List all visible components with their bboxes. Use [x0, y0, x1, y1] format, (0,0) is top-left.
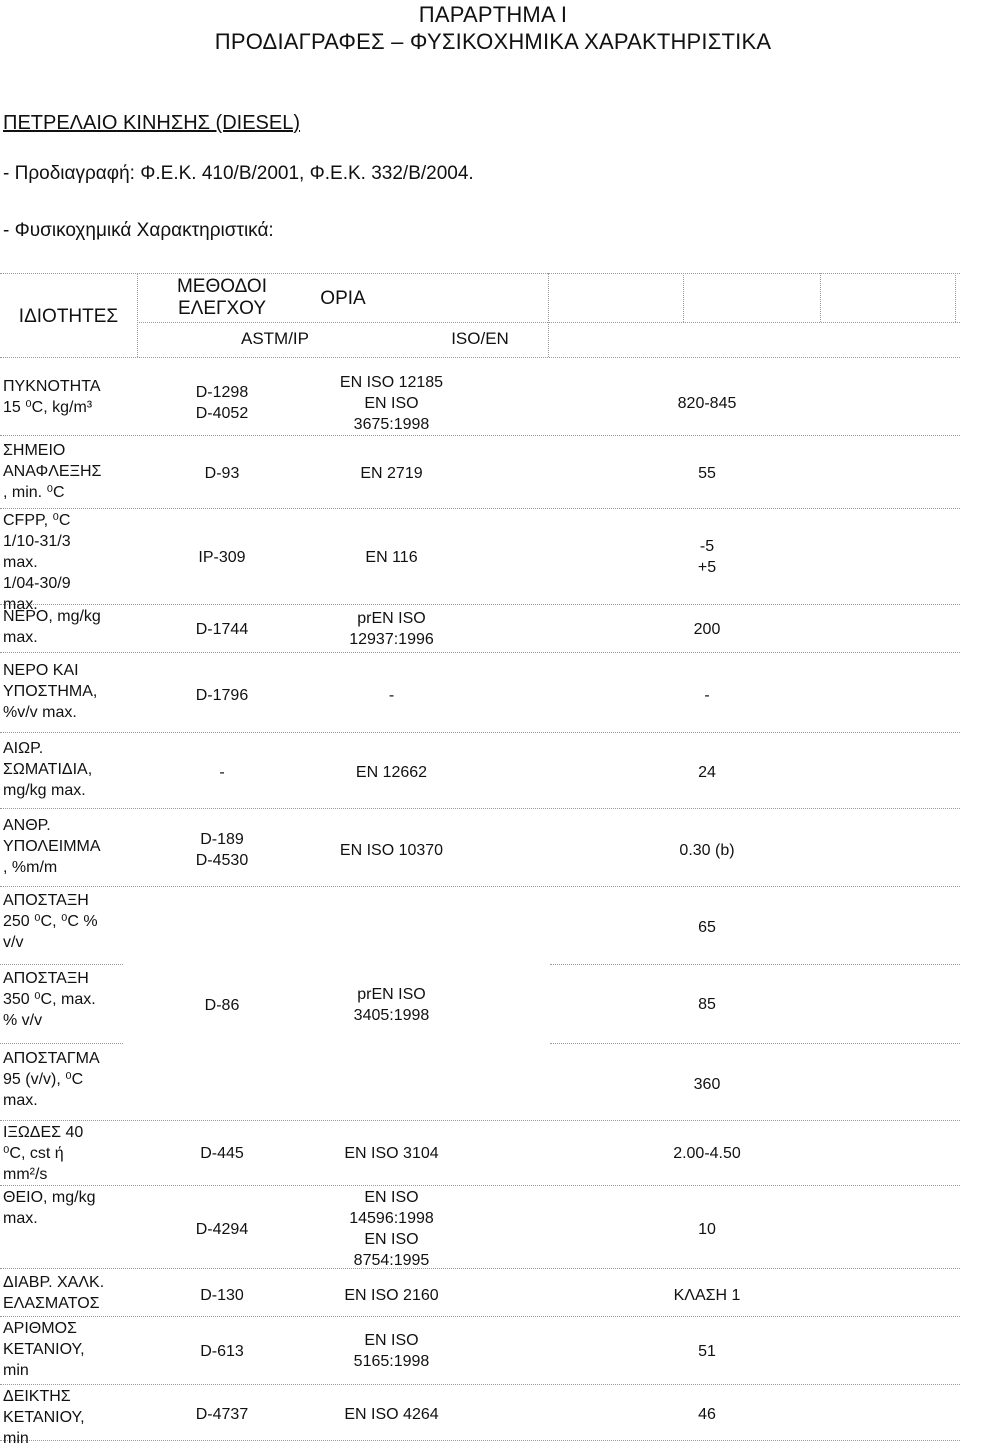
property-cell-line: 95 (v/v), ⁰C	[3, 1071, 84, 1088]
limit-cell-line: 10	[698, 1221, 716, 1238]
iso-method-cell	[314, 840, 469, 861]
iso-method-cell-line: EN ISO 4264	[344, 1406, 439, 1423]
limit-cell	[616, 840, 798, 861]
characteristics-line: - Φυσικοχημικά Χαρακτηριστικά:	[3, 220, 274, 241]
header-properties: ΙΔΙΟΤΗΤΕΣ	[18, 306, 119, 327]
property-cell-line: ΑΝΘΡ.	[3, 817, 51, 834]
table-rule	[0, 1185, 960, 1186]
iso-method-cell-line: 12937:1996	[349, 631, 434, 648]
property-cell-line: v/v	[3, 934, 24, 951]
astm-method-cell	[137, 829, 307, 871]
limit-cell	[616, 463, 798, 484]
iso-method-cell	[314, 1404, 469, 1425]
property-cell	[3, 1272, 123, 1314]
limit-cell-line: +5	[697, 559, 717, 576]
iso-method-cell-line: -	[388, 687, 395, 704]
property-cell-line: ΙΞΩΔΕΣ 40	[3, 1124, 84, 1141]
header-iso: ISO/EN	[451, 329, 509, 348]
table-rule	[0, 886, 960, 887]
property-cell-line: ΑΡΙΘΜΟΣ	[3, 1320, 77, 1337]
iso-method-cell-line: EN ISO	[364, 1332, 419, 1349]
limit-cell-line: 0.30 (b)	[679, 842, 735, 859]
limit-cell-line: 360	[693, 1076, 721, 1093]
astm-method-cell	[137, 762, 307, 783]
table-rule	[820, 273, 821, 322]
astm-method-cell-line: D-130	[200, 1287, 244, 1304]
limit-cell-line: 46	[698, 1406, 716, 1423]
property-cell-line: mg/kg max.	[3, 782, 86, 799]
property-cell-line: 1/10-31/3	[3, 533, 71, 550]
limit-cell-line: 820-845	[677, 395, 737, 412]
table-rule	[0, 273, 960, 274]
property-cell-line: , min. ⁰C	[3, 484, 65, 501]
property-cell-line: ΘΕΙΟ, mg/kg	[3, 1189, 96, 1206]
property-cell	[3, 738, 123, 801]
property-cell	[3, 968, 123, 1031]
iso-method-cell-line: EN 116	[365, 549, 418, 566]
table-rule	[0, 1440, 960, 1441]
property-cell-line: , %m/m	[3, 859, 58, 876]
property-cell-line: ΠΥΚΝΟΤΗΤΑ	[3, 378, 101, 395]
section-title: ΠΕΤΡΕΛΑΙΟ ΚΙΝΗΣΗΣ (DIESEL)	[3, 112, 301, 134]
limit-cell	[616, 917, 798, 938]
table-rule	[0, 508, 960, 509]
table-rule	[0, 435, 960, 436]
limit-cell	[616, 1219, 798, 1240]
property-cell-line: ΔΙΑΒΡ. ΧΑΛΚ.	[3, 1274, 105, 1291]
table-rule	[0, 964, 123, 965]
limit-cell	[616, 685, 798, 706]
table-rule	[683, 273, 684, 322]
property-cell-line: max.	[3, 596, 38, 613]
property-cell-line: ΣΗΜΕΙΟ	[3, 442, 66, 459]
property-cell-line: ΥΠΟΛΕΙΜΜΑ	[3, 838, 101, 855]
property-cell-line: %v/v max.	[3, 704, 77, 721]
iso-method-cell-line: 14596:1998	[349, 1210, 434, 1227]
annex-title: ΠΑΡΑΡΤΗΜΑ Ι	[418, 2, 568, 27]
table-rule	[0, 604, 960, 605]
limit-cell-line: ΚΛΑΣΗ 1	[673, 1287, 741, 1304]
astm-method-cell-line: D-1796	[195, 687, 249, 704]
property-cell	[3, 660, 123, 723]
property-cell-line: ΑΠΟΣΤΑΞΗ	[3, 970, 89, 987]
property-cell-line: ΑΙΩΡ.	[3, 740, 44, 757]
table-rule	[0, 1043, 123, 1044]
table-rule	[0, 1268, 960, 1269]
astm-method-cell	[137, 463, 307, 484]
header-astm: ASTM/IP	[240, 329, 309, 348]
specification-line: - Προδιαγραφή: Φ.Ε.Κ. 410/Β/2001, Φ.Ε.Κ. 332/Β/2004.	[3, 163, 474, 184]
property-cell-line: CFPP, ⁰C	[3, 512, 71, 529]
limit-cell	[616, 536, 798, 578]
property-cell-line: ΥΠΟΣΤΗΜΑ,	[3, 683, 98, 700]
iso-method-cell-line: 3675:1998	[353, 416, 430, 433]
iso-method-cell	[314, 984, 469, 1026]
limit-cell	[616, 1143, 798, 1164]
limit-cell-line: 200	[693, 621, 721, 638]
iso-method-cell-line: prEN ISO	[357, 610, 426, 627]
iso-method-cell	[314, 1187, 469, 1271]
astm-method-cell	[137, 1285, 307, 1306]
property-cell-line: ΚΕΤΑΝΙΟΥ,	[3, 1409, 85, 1426]
iso-method-cell-line: EN ISO	[364, 395, 419, 412]
limit-cell-line: 55	[698, 465, 716, 482]
iso-method-cell	[314, 762, 469, 783]
header-limits: ΟΡΙΑ	[320, 288, 366, 309]
limit-cell	[616, 1341, 798, 1362]
property-cell	[3, 815, 123, 878]
property-cell-line: ΝΕΡΟ, mg/kg	[3, 608, 101, 625]
property-cell-line: ΣΩΜΑΤΙΔΙΑ,	[3, 761, 93, 778]
astm-method-cell	[137, 547, 307, 568]
property-cell-line: max.	[3, 629, 38, 646]
property-cell	[3, 440, 123, 503]
property-cell	[3, 1386, 123, 1447]
property-cell-line: ΝΕΡΟ ΚΑΙ	[3, 662, 79, 679]
iso-method-cell-line: 3405:1998	[353, 1007, 430, 1024]
limit-cell	[616, 1285, 798, 1306]
table-rule	[955, 273, 956, 322]
property-cell	[3, 376, 123, 418]
astm-method-cell	[137, 685, 307, 706]
astm-method-cell-line: D-445	[200, 1145, 244, 1162]
astm-method-cell-line: D-93	[204, 465, 240, 482]
property-cell	[3, 1048, 123, 1111]
astm-method-cell-line: IP-309	[198, 549, 246, 566]
property-cell-line: max.	[3, 554, 38, 571]
document-title: ΠΡΟΔΙΑΓΡΑΦΕΣ – ΦΥΣΙΚΟΧΗΜΙΚΑ ΧΑΡΑΚΤΗΡΙΣΤΙΚΑ	[214, 29, 772, 54]
table-rule	[0, 652, 960, 653]
property-cell-line: ΚΕΤΑΝΙΟΥ,	[3, 1341, 85, 1358]
table-rule	[0, 357, 960, 358]
iso-method-cell	[314, 1143, 469, 1164]
property-cell	[3, 1187, 123, 1229]
limit-cell-line: 2.00-4.50	[673, 1145, 741, 1162]
property-cell	[3, 890, 123, 953]
limit-cell	[616, 994, 798, 1015]
iso-method-cell-line: 8754:1995	[353, 1252, 430, 1269]
property-cell-line: ΑΝΑΦΛΕΞΗΣ	[3, 463, 102, 480]
iso-method-cell-line: EN 2719	[360, 465, 423, 482]
iso-method-cell-line: EN 12662	[355, 764, 428, 781]
header-methods	[137, 276, 307, 320]
iso-method-cell	[314, 685, 469, 706]
iso-method-cell-line: EN ISO 10370	[339, 842, 444, 859]
astm-method-cell	[137, 1404, 307, 1425]
iso-method-cell-line: EN ISO	[364, 1231, 419, 1248]
limit-cell-line: -	[704, 687, 710, 704]
property-cell	[3, 1122, 123, 1185]
iso-method-cell-line: 5165:1998	[353, 1353, 430, 1370]
property-cell-line: mm²/s	[3, 1166, 48, 1183]
property-cell-line: ⁰C, cst ή	[3, 1145, 64, 1162]
table-rule	[0, 808, 960, 809]
astm-method-cell-line: D-613	[200, 1343, 244, 1360]
property-cell-line: ΑΠΟΣΤΑΓΜΑ	[3, 1050, 100, 1067]
astm-method-cell	[137, 382, 307, 424]
limit-cell	[616, 393, 798, 414]
limit-cell	[616, 1404, 798, 1425]
property-cell	[3, 1318, 123, 1381]
astm-method-cell	[137, 1219, 307, 1240]
property-cell-line: % v/v	[3, 1012, 43, 1029]
property-cell-line: 350 ⁰C, max.	[3, 991, 96, 1008]
iso-method-cell-line: EN ISO 2160	[344, 1287, 439, 1304]
table-rule	[550, 1043, 960, 1044]
header-methods-line: ΜΕΘΟΔΟΙ	[176, 276, 267, 297]
table-rule	[0, 1316, 960, 1317]
table-rule	[0, 1120, 960, 1121]
iso-method-cell-line: EN ISO 12185	[339, 374, 444, 391]
iso-method-cell	[314, 463, 469, 484]
property-cell-line: ΕΛΑΣΜΑΤΟΣ	[3, 1295, 100, 1312]
property-cell-line: max.	[3, 1210, 38, 1227]
astm-method-cell-line: D-86	[204, 997, 240, 1014]
astm-method-cell-line: D-4294	[195, 1221, 249, 1238]
astm-method-cell-line: D-4052	[195, 405, 249, 422]
astm-method-cell	[137, 1341, 307, 1362]
astm-method-cell-line: D-4737	[195, 1406, 249, 1423]
astm-method-cell	[137, 1143, 307, 1164]
astm-method-cell-line: D-4530	[195, 852, 249, 869]
property-cell-line: max.	[3, 1092, 38, 1109]
iso-method-cell	[314, 372, 469, 435]
property-cell	[3, 510, 123, 613]
property-cell-line: 250 ⁰C, ⁰C %	[3, 913, 98, 930]
iso-method-cell-line: prEN ISO	[357, 986, 426, 1003]
limit-cell-line: 51	[698, 1343, 716, 1360]
astm-method-cell-line: D-189	[200, 831, 244, 848]
astm-method-cell-line: D-1744	[195, 621, 249, 638]
property-cell	[3, 606, 123, 648]
property-cell-line: 15 ⁰C, kg/m³	[3, 399, 93, 416]
property-cell-line: ΑΠΟΣΤΑΞΗ	[3, 892, 89, 909]
property-cell-line: min	[3, 1430, 29, 1447]
limit-cell-line: 85	[698, 996, 716, 1013]
astm-method-cell	[137, 995, 307, 1016]
table-rule	[550, 964, 960, 965]
limit-cell-line: 65	[698, 919, 716, 936]
iso-method-cell-line: EN ISO 3104	[344, 1145, 439, 1162]
iso-method-cell	[314, 608, 469, 650]
limit-cell-line: -5	[699, 538, 715, 555]
iso-method-cell	[314, 1330, 469, 1372]
limit-cell	[616, 762, 798, 783]
property-cell-line: 1/04-30/9	[3, 575, 71, 592]
astm-method-cell-line: D-1298	[195, 384, 249, 401]
limit-cell-line: 24	[698, 764, 716, 781]
header-methods-line: ΕΛΕΓΧΟΥ	[177, 298, 266, 319]
property-cell-line: ΔΕΙΚΤΗΣ	[3, 1388, 71, 1405]
astm-method-cell-line: -	[219, 764, 225, 781]
iso-method-cell-line: EN ISO	[364, 1189, 419, 1206]
table-rule	[0, 1384, 960, 1385]
iso-method-cell	[314, 1285, 469, 1306]
astm-method-cell	[137, 619, 307, 640]
limit-cell	[616, 1074, 798, 1095]
table-rule	[0, 732, 960, 733]
property-cell-line: min	[3, 1362, 29, 1379]
limit-cell	[616, 619, 798, 640]
iso-method-cell	[314, 547, 469, 568]
